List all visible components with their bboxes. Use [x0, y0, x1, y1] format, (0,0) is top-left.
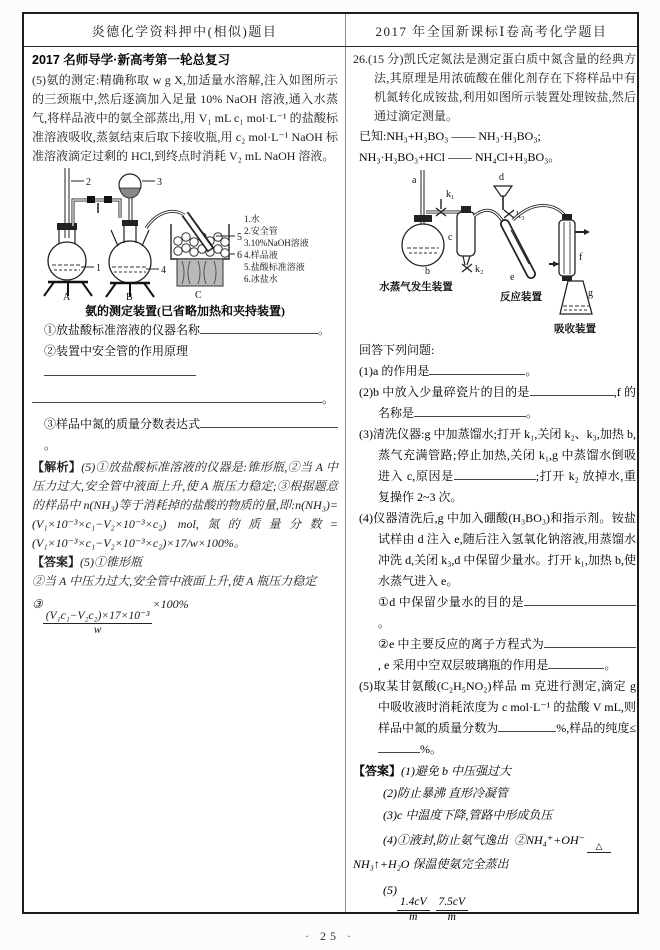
fraction-numerator: (V₁c₁−V₂c₂)×17×10⁻³ — [43, 610, 153, 624]
page-number: · 25 · — [305, 929, 355, 943]
flask-b-label: B — [126, 292, 133, 302]
label-c: c — [448, 232, 453, 243]
q2-answer-blank — [44, 363, 196, 376]
funnel-d — [494, 186, 512, 196]
rq1-blank — [429, 362, 525, 375]
label-b: b — [425, 266, 430, 277]
left-column — [24, 47, 346, 912]
answer5-fraction-1 — [397, 896, 430, 923]
answer-tag: 【答案】 — [32, 555, 81, 569]
right-question-4-sub2 — [378, 634, 636, 676]
left-analysis — [32, 458, 338, 553]
header-right-title: 2017 年全国新课标Ⅰ卷高考化学题目 — [375, 23, 608, 39]
q2-period: 。 — [322, 392, 335, 406]
rq1-period: 。 — [525, 364, 538, 378]
rq4-sub1-text: ①d 中保留少量水的目的是 — [378, 595, 524, 609]
left-question-2 — [32, 341, 338, 383]
connector-tube-ab — [73, 196, 120, 226]
rq4-sub2-comma: , — [378, 658, 381, 672]
right-question-5 — [359, 676, 636, 760]
frac2-numerator: 7.5cV — [436, 896, 469, 910]
left-answer-line-3 — [32, 595, 338, 637]
diagram-legend — [244, 213, 309, 284]
rq3-post: ;打开 k₂ 放掉水,重复操作 2~3 次。 — [378, 469, 636, 504]
label-k2: k₂ — [475, 264, 484, 275]
stopper-flask-b — [414, 215, 432, 222]
rq5-text: (5)取某甘氨酸(C₂H₅NO₂)样品 m 克进行测定,滴定 g 中吸收液时消耗浓度为 c mol·L⁻¹ 的盐酸 V mL,则样品中氮的质量分数为 — [359, 679, 636, 735]
rq4-sub3-blank — [548, 656, 604, 669]
svg-text:1.水: 1.水 — [244, 214, 260, 224]
reaction-unit — [494, 172, 567, 303]
rq4-sub2-blank — [544, 635, 636, 648]
left-question-1 — [32, 320, 338, 341]
right-question-3 — [359, 424, 636, 508]
rq4-sub1-period: 。 — [378, 616, 391, 630]
answer-1-text: (5)①锥形瓶 — [80, 555, 143, 569]
q3-text: ③样品中氮的质量分数表达式 — [44, 417, 201, 431]
q1-text: ①放盐酸标准溶液的仪器名称 — [44, 323, 201, 337]
q2-text: ②装置中安全管的作用原理 — [44, 344, 189, 358]
right-question-4: (4)仪器清洗后,g 中加入硼酸(H₃BO₃)和指示剂。铵盐试样由 d 注入 e,随后注入氢氧化钠溶液,用蒸馏水冲洗 d,关闭 k₃,d 中保留少量水。打开 k₁,加热 b,使水蒸气进入 e。 — [359, 511, 636, 588]
frac2-denominator: m — [447, 910, 456, 923]
svg-text:5.盐酸标准溶液: 5.盐酸标准溶液 — [244, 262, 305, 272]
rq4-sub3-period: 。 — [604, 658, 617, 672]
label-g: g — [588, 288, 593, 299]
callout-3: 3 — [157, 177, 162, 188]
caption-steam: 水蒸气发生装置 — [379, 282, 453, 293]
rq4-sub1-blank — [524, 593, 636, 606]
beaker-c — [146, 211, 242, 301]
rq2-period: 。 — [526, 406, 539, 420]
stopper-b — [122, 220, 138, 226]
question-number: 26. — [353, 52, 368, 66]
inlet-arrow — [553, 261, 559, 267]
header-row — [24, 14, 637, 47]
right-question-26 — [353, 50, 636, 126]
q3-period: 。 — [44, 438, 57, 452]
right-ans1-text: (1)避免 b 中压强过大 — [401, 764, 512, 778]
answer5-fraction-2 — [436, 896, 469, 923]
callout-5: 5 — [237, 232, 242, 243]
left-question-2-cont — [32, 389, 338, 410]
label-f: f — [579, 252, 583, 263]
analysis-tag: 【解析】 — [32, 460, 82, 474]
rq5-blank-1 — [498, 719, 556, 732]
fraction-denominator: w — [93, 624, 102, 637]
rq5-mid: %,样品的纯度≤ — [556, 721, 636, 735]
left-subtitle: 2017 名师导学·新高考第一轮总复习 — [32, 53, 230, 67]
kjeldahl-apparatus-diagram — [353, 168, 636, 340]
rq4-sub3-text: e 采用中空双层玻璃瓶的作用是 — [384, 658, 549, 672]
page-table — [22, 12, 639, 923]
answer-3-suffix: ×100% — [152, 597, 189, 611]
flask-a — [44, 168, 101, 302]
caption-absorb: 吸收装置 — [554, 324, 596, 335]
rq2-line2: 名称是 — [378, 406, 415, 420]
rq2-blank-2 — [414, 404, 526, 417]
answer-3-fraction — [43, 610, 153, 637]
delta-symbol: △ — [595, 841, 603, 852]
question-intro: (15 分)凯氏定氮法是测定蛋白质中氮含量的经典方法,其原理是用浓硫酸在催化剂存在下将样品中有机氮转化成铵盐,利用如图所示装置处理铵盐,然后通过滴定测量。 — [368, 52, 636, 123]
label-e: e — [510, 272, 515, 283]
right-question-1 — [359, 361, 636, 382]
header-left-title: 炎德化学资料押中(相似)题目 — [24, 14, 346, 46]
analysis-text: (5)①放盐酸标准溶液的仪器是:锥形瓶,②当 A 中压力过大,安全管中液面上升,使 A 瓶压力稳定;③根据题意的样品中 n(NH₃)等于消耗掉的盐酸的物质的量,即:n(NH₃)=(V₁×10⁻³×c₁−V₂×10⁻³×c₂) mol,氮的质量分数=(V₁×10⁻³×c₁−V₂×10⁻³×c₂)×17/w×100%。 — [32, 460, 338, 550]
right-question-2 — [359, 382, 636, 424]
svg-text:2.安全管: 2.安全管 — [244, 226, 278, 236]
trap-vessel-c — [448, 206, 503, 275]
known-equation-2: NH₃·H₃BO₃+HCl —— NH₄Cl+H₃BO₃。 — [359, 150, 561, 164]
svg-text:6.冰盐水: 6.冰盐水 — [244, 274, 278, 284]
right-column — [346, 47, 644, 923]
answer-3-prefix: ③ — [32, 597, 43, 611]
left-question-3 — [32, 414, 338, 456]
answer-prompt: 回答下列问题: — [359, 343, 435, 357]
q2-answer-blank-2 — [32, 390, 322, 403]
rq2-text: (2)b 中放入少量碎瓷片的目的是 — [359, 385, 530, 399]
label-k3: k₃ — [516, 210, 525, 221]
outlet-arrow — [584, 229, 590, 235]
ammonia-apparatus-diagram — [32, 166, 339, 302]
left-answer-line-2: ②当 A 中压力过大,安全管中液面上升,使 A 瓶压力稳定 — [32, 574, 317, 588]
right-ans4a-text: (4)①液封,防止氨气逸出 — [383, 833, 508, 847]
q1-period: 。 — [318, 323, 331, 337]
rq2-blank-1 — [530, 383, 614, 396]
callout-2: 2 — [86, 177, 91, 188]
rq5-blank-2 — [378, 740, 420, 753]
reaction-condition-delta — [587, 842, 611, 853]
right-question-4-sub1 — [378, 592, 636, 634]
right-answer-5 — [383, 879, 636, 923]
known-equation-1: 已知:NH₃+H₃BO₃ —— NH₃·H₃BO₃; — [359, 129, 541, 143]
rq5-post: %。 — [420, 742, 442, 756]
right-answer-3: (3)c 中温度下降,管路中形成负压 — [383, 808, 553, 822]
rq3-blank — [454, 467, 536, 480]
q1-answer-blank — [200, 321, 318, 334]
valve-k2 — [462, 264, 472, 272]
flask-c-label: C — [195, 290, 202, 301]
condition-bar — [587, 852, 611, 853]
callout-1: 1 — [96, 263, 101, 274]
label-k1: k₁ — [446, 189, 455, 200]
content-columns — [24, 47, 637, 923]
left-answer-line-1 — [32, 553, 338, 572]
right-answer-4-line1 — [383, 829, 636, 853]
rq3-text: (3)清洗仪器:g 中加蒸馏水;打开 k₁,关闭 k₂、k₃,加热 b,蒸气充满管路;停止加热,关闭 k₁,g 中蒸馏水倒吸进入 c,原因是 — [359, 427, 636, 483]
flask-a-label: A — [63, 292, 71, 302]
condenser-f — [559, 220, 575, 276]
frac1-denominator: m — [409, 910, 418, 923]
absorption-unit — [549, 214, 596, 335]
left-diagram-caption: 氨的测定装置(已省略加热和夹持装置) — [85, 304, 285, 318]
left-intro-paragraph: (5)氨的测定:精确称取 w g X,加适量水溶解,注入如图所示的三颈瓶中,然后逐滴加入足量 10% NaOH 溶液,通入水蒸气,将样品液中的氨全部蒸出,用 V₁ mL c₁ mol·L⁻¹ 的盐酸标准溶液吸收,蒸氨结束后取下接收瓶,用 c₂ mol·L⁻¹ NaOH 标准溶液滴定过剩的 HCl,到终点时消耗 V₂ mL NaOH 溶液。 — [32, 73, 338, 163]
rq2-mid: ,f 的 — [613, 385, 637, 399]
caption-reaction: 反应装置 — [500, 292, 542, 303]
right-answer-tag: 【答案】 — [353, 764, 402, 778]
q3-answer-blank — [200, 415, 338, 428]
valve-k3 — [504, 210, 514, 218]
svg-text:4.样品液: 4.样品液 — [244, 250, 278, 260]
svg-text:3.10%NaOH溶液: 3.10%NaOH溶液 — [244, 238, 309, 248]
frac1-numerator: 1.4cV — [397, 896, 430, 910]
rq1-text: (1)a 的作用是 — [359, 364, 430, 378]
callout-4: 4 — [161, 265, 166, 276]
right-answer-2: (2)防止暴沸 直形冷凝管 — [383, 786, 508, 800]
flask-b — [106, 174, 166, 302]
right-ans5-prefix: (5) — [383, 883, 397, 898]
label-d: d — [499, 172, 504, 183]
rq4-sub2-text: ②e 中主要反应的离子方程式为 — [378, 637, 544, 651]
right-ans4b-equation: ②NH₄⁺+OH⁻ — [514, 833, 585, 847]
label-a: a — [412, 175, 417, 186]
callout-6: 6 — [237, 250, 242, 261]
right-answer-4-line2: NH₃↑+H₂O 保温使氨完全蒸出 — [353, 857, 509, 872]
right-answer-1 — [353, 760, 636, 782]
